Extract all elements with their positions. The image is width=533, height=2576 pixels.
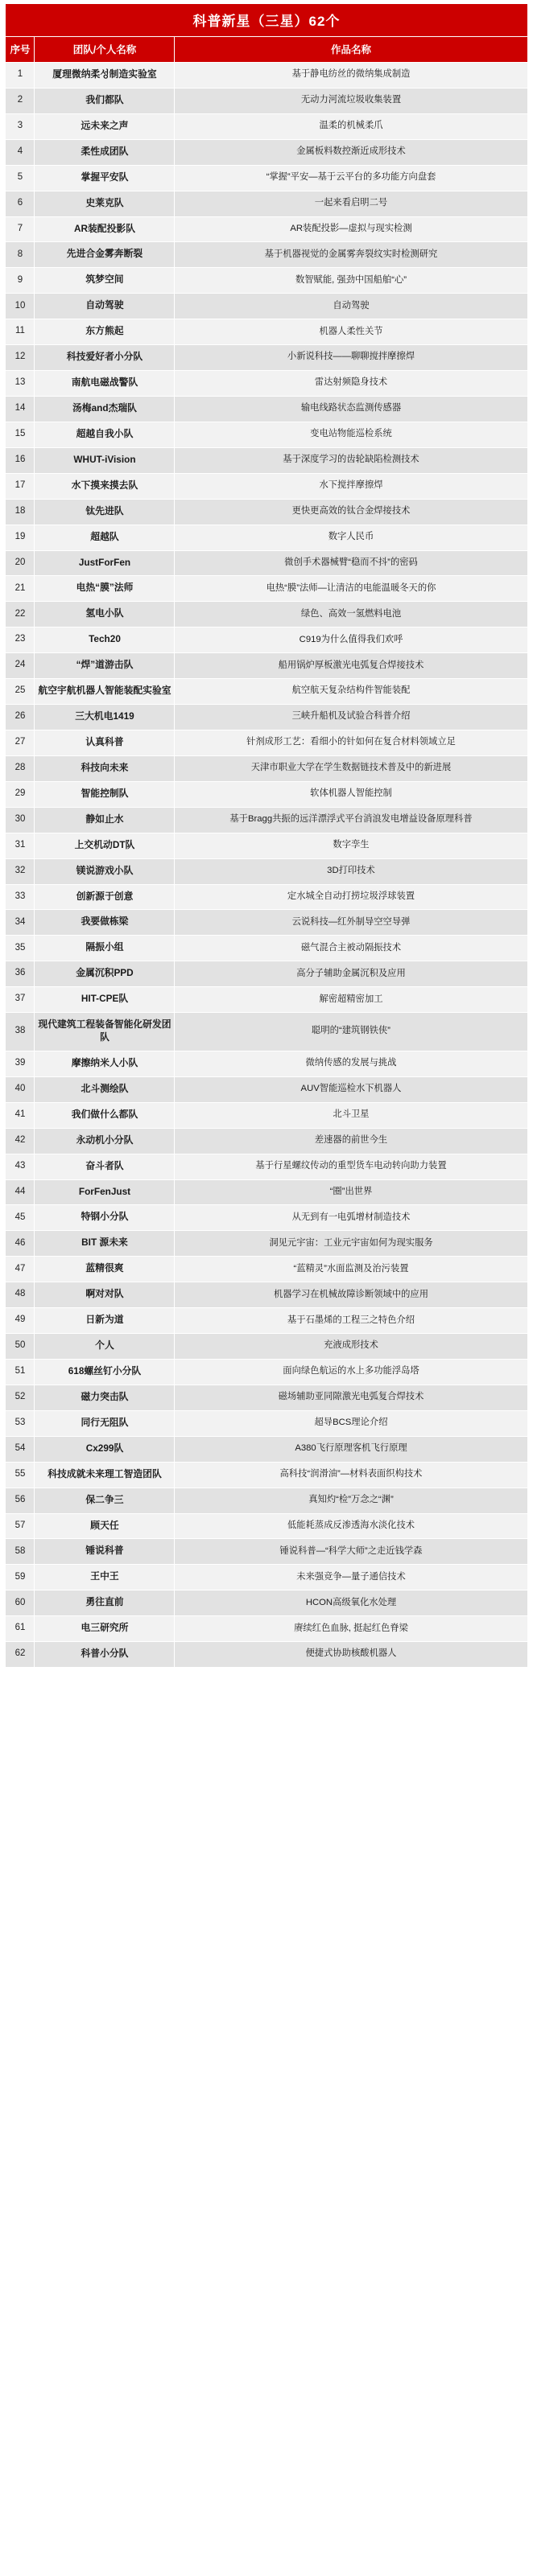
row-index: 24 [6, 653, 35, 679]
row-team-name: 摩擦纳米人小队 [35, 1051, 175, 1076]
row-index: 50 [6, 1334, 35, 1360]
row-team-name: 三大机电1419 [35, 705, 175, 730]
row-team-name: ForFenJust [35, 1179, 175, 1205]
table-row [6, 781, 527, 807]
row-work-name: 低能耗蒸成反渗透海水淡化技术 [175, 1513, 527, 1539]
row-work-name: 高科技“润滑油”—材料表面织构技术 [175, 1462, 527, 1488]
row-index: 31 [6, 833, 35, 858]
row-team-name: 金属沉积PPD [35, 961, 175, 987]
row-index: 5 [6, 165, 35, 191]
row-work-name: 输电线路状态监测传感器 [175, 396, 527, 422]
table-row [6, 936, 527, 961]
row-team-name: AR装配投影队 [35, 216, 175, 242]
row-index: 44 [6, 1179, 35, 1205]
row-team-name: 镁说游戏小队 [35, 858, 175, 884]
row-work-name: “蓝精灵”水面监测及治污装置 [175, 1257, 527, 1282]
table-row [6, 1051, 527, 1076]
row-team-name: 保二争三 [35, 1488, 175, 1513]
row-team-name: 北斗测绘队 [35, 1076, 175, 1102]
row-team-name: 厦理微纳柔성制造实验室 [35, 63, 175, 88]
row-work-name: 未来强竞争—量子通信技术 [175, 1565, 527, 1590]
table-row [6, 165, 527, 191]
table-row [6, 319, 527, 345]
table-row [6, 1436, 527, 1462]
table-row [6, 345, 527, 371]
row-team-name: 现代建筑工程装备智能化研发团队 [35, 1013, 175, 1051]
row-index: 48 [6, 1282, 35, 1308]
row-team-name: 智能控制队 [35, 781, 175, 807]
row-team-name: 钛先进队 [35, 499, 175, 525]
row-work-name: 从无到有一电弧增材制造技术 [175, 1205, 527, 1231]
row-index: 34 [6, 910, 35, 936]
row-team-name: Cx299队 [35, 1436, 175, 1462]
table-row [6, 755, 527, 781]
table-row [6, 550, 527, 576]
table-row [6, 628, 527, 653]
row-index: 61 [6, 1616, 35, 1642]
table-row [6, 139, 527, 165]
row-index: 42 [6, 1128, 35, 1154]
row-index: 22 [6, 602, 35, 628]
table-row [6, 371, 527, 397]
row-index: 33 [6, 884, 35, 910]
row-index: 62 [6, 1642, 35, 1668]
table-row [6, 987, 527, 1013]
table-row [6, 807, 527, 833]
row-team-name: 汤梅and杰瑞队 [35, 396, 175, 422]
row-work-name: HCON高级氧化水处理 [175, 1590, 527, 1616]
table-row [6, 216, 527, 242]
row-work-name: 基于石墨烯的工程三之特色介绍 [175, 1308, 527, 1334]
row-team-name: 隔振小组 [35, 936, 175, 961]
row-team-name: 电三研究所 [35, 1616, 175, 1642]
row-work-name: 基于Bragg共振的远洋漂浮式平台消浪发电增益设备原理科普 [175, 807, 527, 833]
row-work-name: 磁气混合主被动隔振技术 [175, 936, 527, 961]
row-work-name: 软体机器人智能控制 [175, 781, 527, 807]
row-index: 6 [6, 191, 35, 216]
table-row [6, 1013, 527, 1051]
row-work-name: 无动力河流垃圾收集装置 [175, 88, 527, 113]
table-row [6, 1488, 527, 1513]
row-team-name: WHUT-iVision [35, 447, 175, 473]
row-work-name: 基于机器视觉的金属雾奔裂纹实时检测研究 [175, 242, 527, 268]
row-work-name: 绿色、高效一氢燃料电池 [175, 602, 527, 628]
row-index: 43 [6, 1154, 35, 1179]
table-row [6, 113, 527, 139]
row-index: 11 [6, 319, 35, 345]
row-work-name: 变电站物能巡检系统 [175, 422, 527, 447]
row-work-name: 三峡升船机及试验合科普介绍 [175, 705, 527, 730]
row-team-name: Tech20 [35, 628, 175, 653]
row-work-name: 基于行星螺纹传动的重型货车电动转向助力装置 [175, 1154, 527, 1179]
row-team-name: 王中王 [35, 1565, 175, 1590]
page-title: 科普新星（三星）62个 [6, 4, 527, 37]
row-work-name: C919为什么值得我们欢呼 [175, 628, 527, 653]
table-row [6, 910, 527, 936]
table-row [6, 447, 527, 473]
table-row [6, 88, 527, 113]
row-team-name: 创新源于创意 [35, 884, 175, 910]
row-index: 13 [6, 371, 35, 397]
row-index: 17 [6, 473, 35, 499]
row-index: 8 [6, 242, 35, 268]
row-work-name: 磁场辅助亚同隙激光电弧复合焊技术 [175, 1385, 527, 1410]
row-index: 4 [6, 139, 35, 165]
row-index: 45 [6, 1205, 35, 1231]
table-body [6, 63, 527, 1668]
row-index: 28 [6, 755, 35, 781]
row-team-name: 科技向未来 [35, 755, 175, 781]
row-index: 60 [6, 1590, 35, 1616]
row-work-name: 自动驾驶 [175, 294, 527, 319]
row-work-name: 真知灼“检”万念之“渊” [175, 1488, 527, 1513]
table-row [6, 499, 527, 525]
column-header-index: 序号 [6, 37, 35, 63]
row-index: 54 [6, 1436, 35, 1462]
table-title-row [6, 4, 527, 37]
row-index: 29 [6, 781, 35, 807]
row-index: 19 [6, 525, 35, 550]
table-row [6, 576, 527, 602]
table-row [6, 191, 527, 216]
row-work-name: 小新说科技——聊聊搅拌摩擦焊 [175, 345, 527, 371]
row-team-name: 超越队 [35, 525, 175, 550]
table-row [6, 1257, 527, 1282]
row-work-name: 针剂成形工艺：看细小的针如何在复合材料领域立足 [175, 730, 527, 755]
row-work-name: 电热“膜”法师—让清洁的电能温暖冬天的你 [175, 576, 527, 602]
row-work-name: 微创手术器械臂“稳而不抖”的密码 [175, 550, 527, 576]
row-work-name: 3D打印技术 [175, 858, 527, 884]
table-row [6, 679, 527, 705]
row-work-name: 微纳传感的发展与挑战 [175, 1051, 527, 1076]
row-index: 14 [6, 396, 35, 422]
table-row [6, 63, 527, 88]
table-row [6, 1565, 527, 1590]
row-team-name: 我要做栋梁 [35, 910, 175, 936]
row-index: 18 [6, 499, 35, 525]
row-work-name: 船用锅炉厚板激光电弧复合焊接技术 [175, 653, 527, 679]
row-team-name: 史莱克队 [35, 191, 175, 216]
row-index: 21 [6, 576, 35, 602]
table-row [6, 961, 527, 987]
row-index: 1 [6, 63, 35, 88]
row-work-name: 聪明的“建筑钢铁侠” [175, 1013, 527, 1051]
row-team-name: 上交机动DT队 [35, 833, 175, 858]
row-index: 12 [6, 345, 35, 371]
row-index: 52 [6, 1385, 35, 1410]
row-team-name: 锤说科普 [35, 1539, 175, 1565]
award-table [5, 3, 527, 1668]
row-index: 51 [6, 1360, 35, 1385]
row-work-name: 充液成形技术 [175, 1334, 527, 1360]
row-index: 10 [6, 294, 35, 319]
row-index: 57 [6, 1513, 35, 1539]
row-index: 53 [6, 1410, 35, 1436]
table-row [6, 1205, 527, 1231]
row-index: 27 [6, 730, 35, 755]
row-index: 46 [6, 1231, 35, 1257]
row-team-name: 磁力突击队 [35, 1385, 175, 1410]
row-index: 58 [6, 1539, 35, 1565]
column-header-work: 作品名称 [175, 37, 527, 63]
row-index: 56 [6, 1488, 35, 1513]
table-row [6, 1410, 527, 1436]
row-index: 35 [6, 936, 35, 961]
row-team-name: 静如止水 [35, 807, 175, 833]
table-row [6, 1154, 527, 1179]
row-team-name: 认真科普 [35, 730, 175, 755]
row-team-name: 航空宇航机器人智能装配实验室 [35, 679, 175, 705]
table-row [6, 1385, 527, 1410]
row-index: 41 [6, 1102, 35, 1128]
table-row [6, 1462, 527, 1488]
table-row [6, 653, 527, 679]
table-row [6, 1334, 527, 1360]
column-header-team: 团队/个人名称 [35, 37, 175, 63]
row-work-name: 洞见元宇宙：工业元宇宙如何为现实服务 [175, 1231, 527, 1257]
table-row [6, 268, 527, 294]
row-work-name: 差速器的前世今生 [175, 1128, 527, 1154]
row-team-name: 南航电磁战警队 [35, 371, 175, 397]
row-index: 15 [6, 422, 35, 447]
row-work-name: 高分子辅助金属沉积及应用 [175, 961, 527, 987]
row-work-name: 解密超精密加工 [175, 987, 527, 1013]
row-team-name: “焊”道游击队 [35, 653, 175, 679]
table-row [6, 242, 527, 268]
row-work-name: AUV智能巡检水下机器人 [175, 1076, 527, 1102]
row-team-name: 科技成就未来理工智造团队 [35, 1462, 175, 1488]
row-team-name: 日新为道 [35, 1308, 175, 1334]
row-work-name: 基于深度学习的齿轮缺陷检测技术 [175, 447, 527, 473]
table-row [6, 1539, 527, 1565]
row-team-name: 618螺丝钉小分队 [35, 1360, 175, 1385]
row-team-name: 科普小分队 [35, 1642, 175, 1668]
row-index: 25 [6, 679, 35, 705]
row-team-name: 顾天任 [35, 1513, 175, 1539]
row-index: 20 [6, 550, 35, 576]
row-index: 40 [6, 1076, 35, 1102]
row-work-name: 数智赋能, 强劲中国船舶“心” [175, 268, 527, 294]
row-index: 30 [6, 807, 35, 833]
row-team-name: 勇往直前 [35, 1590, 175, 1616]
table-row [6, 705, 527, 730]
row-index: 49 [6, 1308, 35, 1334]
table-row [6, 1308, 527, 1334]
row-work-name: 航空航天复杂结构件智能装配 [175, 679, 527, 705]
table-row [6, 858, 527, 884]
row-index: 36 [6, 961, 35, 987]
row-team-name: 永动机小分队 [35, 1128, 175, 1154]
row-team-name: 筑梦空间 [35, 268, 175, 294]
row-work-name: 便捷式协助核酸机器人 [175, 1642, 527, 1668]
row-team-name: 东方熊起 [35, 319, 175, 345]
row-team-name: HIT-CPE队 [35, 987, 175, 1013]
row-team-name: 自动驾驶 [35, 294, 175, 319]
row-team-name: 个人 [35, 1334, 175, 1360]
row-work-name: 数字孪生 [175, 833, 527, 858]
row-work-name: 定水城全自动打捞垃圾浮球装置 [175, 884, 527, 910]
row-team-name: 奋斗者队 [35, 1154, 175, 1179]
table-row [6, 1231, 527, 1257]
row-team-name: 柔性成团队 [35, 139, 175, 165]
award-list-sheet [0, 3, 533, 1668]
row-work-name: 机器学习在机械故障诊断领域中的应用 [175, 1282, 527, 1308]
table-row [6, 1642, 527, 1668]
table-row [6, 884, 527, 910]
table-row [6, 1616, 527, 1642]
table-row [6, 833, 527, 858]
row-work-name: 金属板料数控渐近成形技术 [175, 139, 527, 165]
table-row [6, 1590, 527, 1616]
row-team-name: 啊对对队 [35, 1282, 175, 1308]
row-work-name: 赓续红色血脉, 挺起红色脊梁 [175, 1616, 527, 1642]
row-work-name: 数字人民币 [175, 525, 527, 550]
table-row [6, 1282, 527, 1308]
table-row [6, 1360, 527, 1385]
row-team-name: 掌握平安队 [35, 165, 175, 191]
table-row [6, 1128, 527, 1154]
table-row [6, 1179, 527, 1205]
row-index: 32 [6, 858, 35, 884]
row-team-name: 科技爱好者小分队 [35, 345, 175, 371]
row-team-name: BIT 源未来 [35, 1231, 175, 1257]
row-team-name: 先进合金雾奔断裂 [35, 242, 175, 268]
table-row [6, 1513, 527, 1539]
row-work-name: 超导BCS理论介绍 [175, 1410, 527, 1436]
row-index: 59 [6, 1565, 35, 1590]
row-work-name: 更快更高效的钛合金焊接技术 [175, 499, 527, 525]
row-index: 39 [6, 1051, 35, 1076]
row-work-name: 机器人柔性关节 [175, 319, 527, 345]
row-team-name: 蓝精很爽 [35, 1257, 175, 1282]
table-row [6, 730, 527, 755]
row-index: 2 [6, 88, 35, 113]
table-header [6, 4, 527, 63]
table-column-header-row [6, 37, 527, 63]
row-work-name: 基于静电纺丝的微纳集成制造 [175, 63, 527, 88]
row-team-name: 我们都队 [35, 88, 175, 113]
row-team-name: 电热“膜”法师 [35, 576, 175, 602]
table-row [6, 396, 527, 422]
row-index: 47 [6, 1257, 35, 1282]
row-work-name: 一起来看启明二号 [175, 191, 527, 216]
row-index: 9 [6, 268, 35, 294]
row-team-name: 同行无阻队 [35, 1410, 175, 1436]
row-index: 3 [6, 113, 35, 139]
row-work-name: 水下搅拌摩擦焊 [175, 473, 527, 499]
row-work-name: 面向绿色航运的水上多功能浮岛塔 [175, 1360, 527, 1385]
table-row [6, 294, 527, 319]
row-work-name: “圈”出世界 [175, 1179, 527, 1205]
row-work-name: 雷达射频隐身技术 [175, 371, 527, 397]
row-team-name: 氢电小队 [35, 602, 175, 628]
row-work-name: 温柔的机械柔爪 [175, 113, 527, 139]
row-work-name: AR装配投影—虚拟与现实检测 [175, 216, 527, 242]
row-index: 23 [6, 628, 35, 653]
row-work-name: 云说科技—红外制导空空导弹 [175, 910, 527, 936]
row-index: 26 [6, 705, 35, 730]
table-row [6, 473, 527, 499]
row-team-name: 超越自我小队 [35, 422, 175, 447]
table-row [6, 1102, 527, 1128]
row-index: 16 [6, 447, 35, 473]
row-index: 38 [6, 1013, 35, 1051]
table-row [6, 422, 527, 447]
row-work-name: A380飞行原理客机飞行原理 [175, 1436, 527, 1462]
row-work-name: 北斗卫星 [175, 1102, 527, 1128]
table-row [6, 602, 527, 628]
table-row [6, 1076, 527, 1102]
row-index: 37 [6, 987, 35, 1013]
row-index: 55 [6, 1462, 35, 1488]
row-team-name: 水下摸来摸去队 [35, 473, 175, 499]
row-work-name: “掌握”平安—基于云平台的多功能方向盘套 [175, 165, 527, 191]
row-work-name: 锤说科普—“科学大师”之走近钱学森 [175, 1539, 527, 1565]
row-team-name: 远未来之声 [35, 113, 175, 139]
table-row [6, 525, 527, 550]
row-team-name: 特钢小分队 [35, 1205, 175, 1231]
row-team-name: JustForFen [35, 550, 175, 576]
row-work-name: 天津市职业大学在学生数据链技术普及中的新进展 [175, 755, 527, 781]
row-index: 7 [6, 216, 35, 242]
row-team-name: 我们做什么都队 [35, 1102, 175, 1128]
